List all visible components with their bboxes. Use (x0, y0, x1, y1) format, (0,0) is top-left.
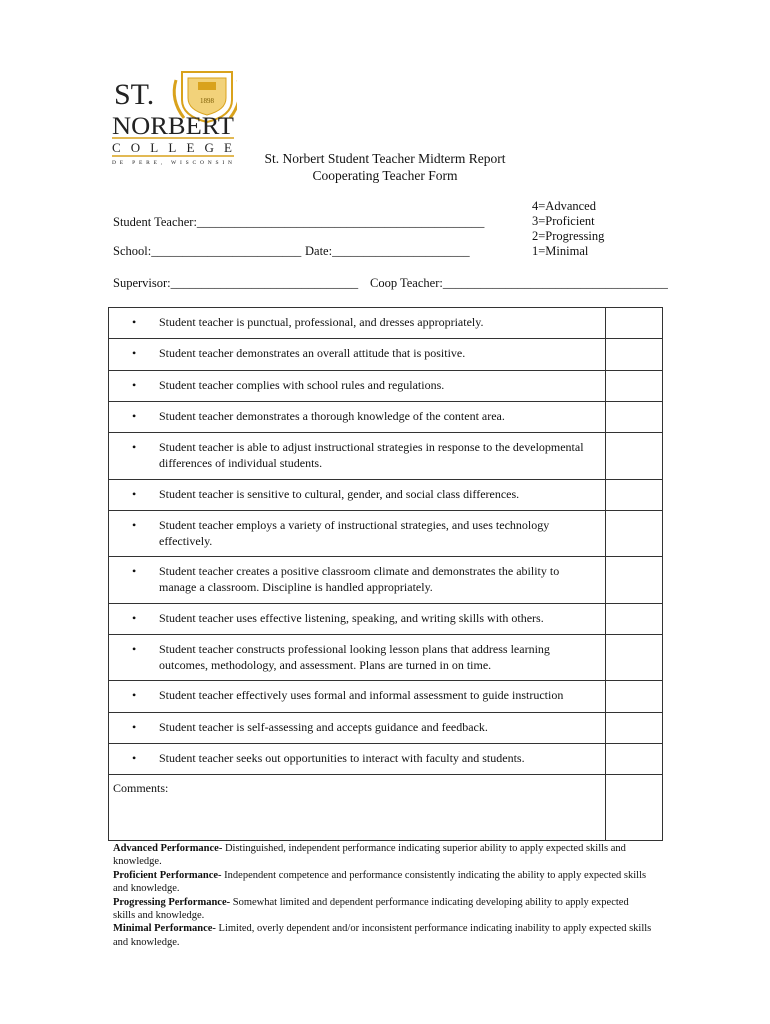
bullet-icon: • (132, 688, 137, 702)
rating-cell[interactable] (606, 433, 663, 480)
definition-item (113, 922, 653, 949)
bullet-icon: • (132, 315, 137, 329)
supervisor-field[interactable]: Supervisor:______________________________ (113, 276, 359, 290)
logo-line-1: ST. (114, 78, 155, 111)
criterion-text: Student teacher is punctual, professional, and dresses appropriately. (159, 315, 484, 329)
rating-cell[interactable] (606, 480, 663, 511)
criteria-table (108, 307, 663, 841)
criteria-row (109, 604, 663, 635)
title-line-2: Cooperating Teacher Form (312, 168, 458, 183)
comments-field[interactable] (109, 775, 606, 841)
bullet-icon: • (132, 378, 137, 392)
comments-rating-cell[interactable] (606, 775, 663, 841)
criterion-text: Student teacher constructs professional looking lesson plans that address learning outcomes, methodology, and assessment. Plans are turned in on time. (159, 642, 550, 672)
criteria-row (109, 433, 663, 480)
bullet-icon: • (132, 518, 137, 532)
bullet-icon: • (132, 611, 137, 625)
rating-cell[interactable] (606, 604, 663, 635)
rating-cell[interactable] (606, 511, 663, 557)
definition-text: Distinguished, independent performance indicating superior ability to apply expected skills and knowledge. (113, 843, 626, 868)
bullet-icon: • (132, 409, 137, 423)
definition-text: Limited, overly dependent and/or inconsistent performance indicating inability to apply expected skills and knowledge. (113, 923, 652, 948)
criterion-text: Student teacher seeks out opportunities to interact with faculty and students. (159, 751, 525, 765)
criteria-row (109, 713, 663, 744)
criteria-row (109, 557, 663, 604)
criteria-row (109, 308, 663, 339)
definition-term: Advanced Performance- (113, 843, 223, 854)
date-field[interactable]: Date:______________________ (305, 244, 470, 258)
rating-cell[interactable] (606, 713, 663, 744)
logo-line-2: NORBERT (112, 113, 234, 140)
criteria-row (109, 339, 663, 371)
criteria-row (109, 480, 663, 511)
criteria-row (109, 402, 663, 433)
comments-row (109, 775, 663, 841)
criterion-text: Student teacher is able to adjust instructional strategies in response to the developmental differences of individual students. (159, 440, 584, 470)
definition-term: Progressing Performance- (113, 896, 231, 908)
college-logo (112, 70, 237, 168)
student-teacher-field[interactable]: Student Teacher:______________________________________________ (113, 215, 485, 229)
definition-item (113, 869, 653, 896)
comments-label: Comments: (113, 781, 169, 795)
criteria-row (109, 511, 663, 557)
definition-text: Independent competence and performance consistently indicating the ability to apply expected skills and knowledge. (113, 869, 647, 895)
scale-progressing: 2=Progressing (532, 229, 605, 243)
definition-item (113, 842, 653, 869)
bullet-icon: • (132, 642, 137, 656)
scale-minimal: 1=Minimal (532, 244, 589, 258)
criterion-text: Student teacher is self-assessing and accepts guidance and feedback. (159, 720, 488, 734)
rating-cell[interactable] (606, 681, 663, 713)
rating-cell[interactable] (606, 557, 663, 604)
performance-definitions (113, 842, 653, 949)
scale-advanced: 4=Advanced (532, 199, 596, 213)
criterion-text: Student teacher creates a positive classroom climate and demonstrates the ability to manage a classroom. Discipline is handled appropriately. (159, 564, 560, 594)
definition-text: Somewhat limited and dependent performance indicating developing ability to apply expected skills and knowledge. (113, 896, 629, 922)
criterion-text: Student teacher effectively uses formal and informal assessment to guide instruction (159, 688, 564, 702)
bullet-icon: • (132, 720, 137, 734)
logo-tagline: DE PERE, WISCONSIN (112, 160, 232, 166)
form-title (245, 150, 525, 184)
criterion-text: Student teacher uses effective listening, speaking, and writing skills with others. (159, 611, 544, 625)
scale-proficient: 3=Proficient (532, 214, 595, 228)
rating-cell[interactable] (606, 744, 663, 775)
rating-cell[interactable] (606, 371, 663, 402)
criteria-row (109, 635, 663, 681)
bullet-icon: • (132, 440, 137, 454)
rating-scale (532, 199, 604, 259)
rating-cell[interactable] (606, 308, 663, 339)
definition-term: Minimal Performance- (113, 923, 216, 935)
criteria-row (109, 371, 663, 402)
school-field[interactable]: School:________________________ (113, 244, 302, 258)
bullet-icon: • (132, 346, 137, 360)
criterion-text: Student teacher demonstrates an overall attitude that is positive. (159, 346, 466, 360)
criterion-text: Student teacher demonstrates a thorough knowledge of the content area. (159, 409, 505, 423)
logo-line-3: COLLEGE (112, 140, 232, 155)
criteria-row (109, 744, 663, 775)
definition-term: Proficient Performance- (113, 869, 222, 881)
bullet-icon: • (132, 564, 137, 578)
bullet-icon: • (132, 487, 137, 501)
rating-cell[interactable] (606, 635, 663, 681)
rating-cell[interactable] (606, 402, 663, 433)
crest-year: 1898 (200, 97, 214, 105)
title-line-1: St. Norbert Student Teacher Midterm Report (264, 151, 506, 166)
criterion-text: Student teacher complies with school rules and regulations. (159, 378, 445, 392)
criteria-row (109, 681, 663, 713)
definition-item (113, 896, 653, 923)
criterion-text: Student teacher employs a variety of instructional strategies, and uses technology effectively. (159, 518, 550, 548)
rating-cell[interactable] (606, 339, 663, 371)
bullet-icon: • (132, 751, 137, 765)
criterion-text: Student teacher is sensitive to cultural, gender, and social class differences. (159, 487, 520, 501)
coop-teacher-field[interactable]: Coop Teacher:____________________________________ (370, 276, 668, 290)
